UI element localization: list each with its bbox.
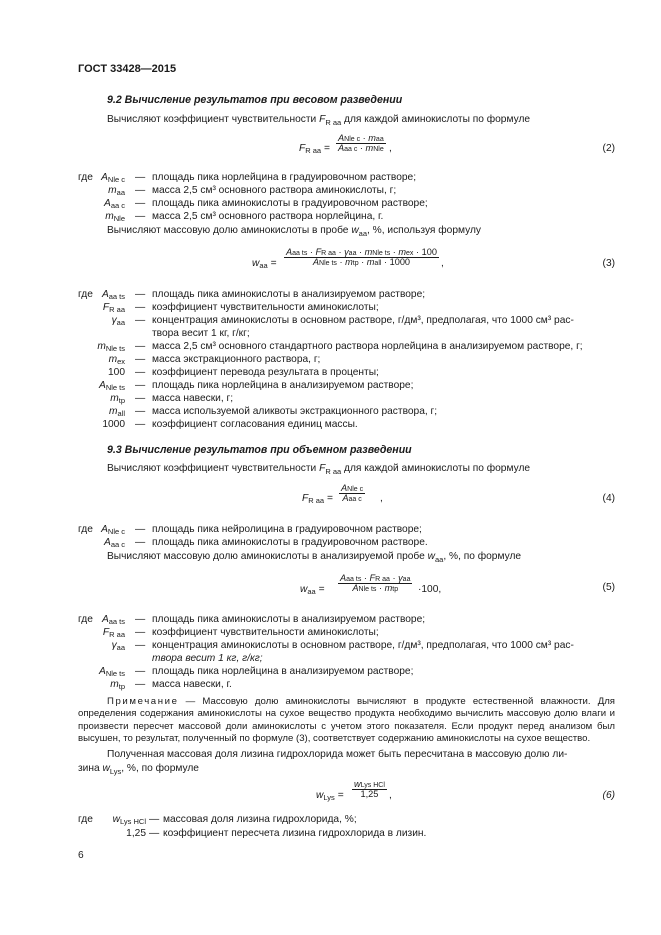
eq4-fraction: ANle c Aaa c [341,483,364,504]
eq6-lhs: wLys = [316,790,344,802]
lysine-para-line1: Полученная массовая доля лизина гидрохлорида может быть пересчитана в массовую долю ли- [107,749,568,760]
section-title-9-2: 9.2 Вычисление результатов при весовом разведении [107,94,403,106]
eq2-number: (2) [602,143,615,154]
eq4-number: (4) [602,493,615,504]
lysine-para-line2: зина $w_{Lys}$, %, по формуле [78,763,199,777]
intro-9-3: Вычисляют коэффициент чувствительности $F_{R aa}$ для каждой аминокислоты по формуле [107,463,531,477]
intro-eq3: Вычисляют массовую долю аминокислоты в пробе $w_{aa}$, %, используя формулу [107,225,482,239]
def2-text: площадь пика норлейцина в градуировочном растворе; [152,172,417,183]
eq5-fraction: Aaa ts · FR aa · γaa ANle ts · mtp [340,573,411,594]
standard-header: ГОСТ 33428—2015 [78,63,177,75]
note-paragraph: Примечание — Массовую долю аминокислоты вычисляют в продукте естественной влажности. Для определения содержания аминокислоты на сухое вещество продукта необходимо вычислить массовую долю влаги и произвести пересчет массовой доли аминокислоты с учетом этого показателя. Если продукт перед анализом был высушен, то результат, полученный по формуле (3), соответствует содержанию аминокислоты на сухое вещество. [78,696,615,745]
eq2-fraction: ANle c · maa Aaa c · mNle [338,133,384,154]
eq6-number: (6) [602,790,615,801]
eq2-lhs: FR aa = [299,143,330,155]
def2-sym: ANle c [101,172,125,184]
eq5-lhs: waa = [300,584,325,596]
page-number: 6 [78,850,84,861]
intro-9-2: Вычисляют коэффициент чувствительности $F_{R aa}$ для каждой аминокислоты по формуле [107,114,531,128]
eq5-number: (5) [602,582,615,593]
intro-eq5: Вычисляют массовую долю аминокислоты в анализируемой пробе $w_{aa}$, %, по формуле [107,551,522,565]
section-title-9-3: 9.3 Вычисление результатов при объемном разведении [107,444,412,456]
where-label: где [78,172,93,183]
eq4-lhs: FR aa = [302,493,333,505]
eq6-fraction: wLys HCl 1,25 [354,779,385,800]
eq3-fraction: Aaa ts · FR aa · γaa · mNle ts · mex · 100 ANle ts · mtp · mall · 1000 [286,247,437,268]
eq3-lhs: waa = [252,258,277,270]
eq3-number: (3) [602,258,615,269]
